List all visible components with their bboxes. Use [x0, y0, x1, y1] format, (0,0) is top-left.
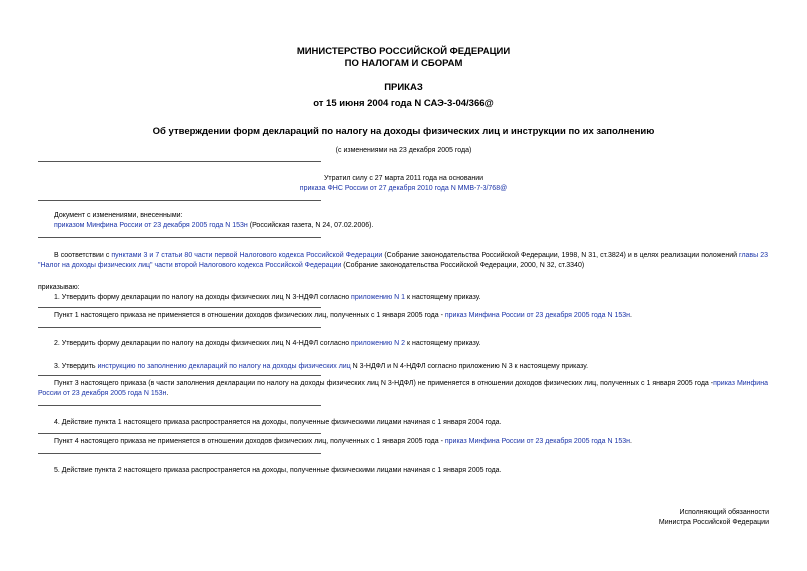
changes-source-text: (Российская газета, N 24, 07.02.2006). [247, 222, 374, 229]
order-item-1 [54, 293, 481, 303]
separator [38, 237, 321, 238]
preamble-paragraph [38, 251, 768, 271]
separator [38, 161, 321, 162]
note-item-1-text: Пункт 1 настоящего приказа не применяется в отношении доходов физических лиц, полученных с 1 января 2005 года - [54, 312, 445, 319]
status-line: Утратил силу с 27 марта 2011 года на основании [323, 175, 484, 182]
order-item-3-end: N 3-НДФЛ и N 4-НДФЛ согласно приложению N 3 к настоящему приказу. [350, 363, 589, 370]
separator [38, 375, 321, 376]
note-item-3-link[interactable]: приказ Минфина России от 23 декабря 2005 года N 153н [38, 380, 768, 397]
tax-code-part1-link[interactable]: пунктами 3 и 7 статьи 80 части первой Налогового кодекса Российской Федерации [111, 252, 383, 259]
changes-source-line [54, 221, 373, 231]
amendment-order-link[interactable]: приказом Минфина России от 23 декабря 2005 года N 153н [54, 222, 248, 229]
note-item-4-text: Пункт 4 настоящего приказа не применяется в отношении доходов физических лиц, полученных с 1 января 2005 года - [54, 438, 445, 445]
ministry-name-line2: ПО НАЛОГАМ И СБОРАМ [344, 58, 463, 69]
order-item-4: 4. Действие пункта 1 настоящего приказа распространяется на доходы, полученные физическими лицами начиная с 1 января 2004 года. [54, 419, 502, 426]
order-item-1-text: 1. Утвердить форму декларации по налогу на доходы физических лиц N 3-НДФЛ согласно [54, 294, 352, 301]
separator [38, 433, 321, 434]
order-item-1-end: к настоящему приказу. [405, 294, 481, 301]
document-date-number: от 15 июня 2004 года N САЭ-3-04/366@ [313, 98, 494, 109]
separator [38, 327, 321, 328]
order-item-5: 5. Действие пункта 2 настоящего приказа распространяется на доходы, полученные физическими лицами начиная с 1 января 2005 года. [54, 467, 502, 474]
note-item-3-text: Пункт 3 настоящего приказа (в части заполнения декларации по налогу на доходы физических лиц N 3-НДФЛ) не применяется в отношении доходов физических лиц, полученных с 1 января 2005 года - [54, 380, 714, 387]
orders-label: приказываю: [38, 284, 80, 291]
changes-note: (с изменениями на 23 декабря 2005 года) [335, 147, 472, 154]
separator [38, 405, 321, 406]
signature-title-line1: Исполняющий обязанности [679, 509, 769, 516]
order-item-3-text: 3. Утвердить [54, 363, 98, 370]
note-item-3 [38, 379, 768, 399]
order-item-2 [54, 339, 481, 349]
signature-title-line2: Министра Российской Федерации [658, 519, 769, 526]
note-item-4-link[interactable]: приказ Минфина России от 23 декабря 2005 года N 153н [444, 438, 631, 445]
order-item-3 [54, 362, 588, 372]
order-item-2-text: 2. Утвердить форму декларации по налогу на доходы физических лиц N 4-НДФЛ согласно [54, 340, 352, 347]
separator [38, 307, 321, 308]
note-item-4-end: . [630, 438, 632, 445]
note-item-1-link[interactable]: приказ Минфина России от 23 декабря 2005 года N 153н [444, 312, 631, 319]
appendix-1-link[interactable]: приложению N 1 [351, 294, 406, 301]
document-type: ПРИКАЗ [384, 82, 423, 93]
note-item-3-end: . [166, 390, 169, 397]
separator [38, 200, 321, 201]
ministry-name-line1: МИНИСТЕРСТВО РОССИЙСКОЙ ФЕДЕРАЦИИ [296, 46, 511, 57]
changes-label: Документ с изменениями, внесенными: [54, 212, 183, 219]
preamble-text-1: В соответствии с [54, 252, 112, 259]
instruction-link[interactable]: инструкцию по заполнению деклараций по налогу на доходы физических лиц [97, 363, 351, 370]
separator [38, 453, 321, 454]
note-item-4 [54, 437, 632, 447]
preamble-text-2: (Собрание законодательства Российской Федерации, 1998, N 31, ст.3824) и в целях реализации положений [382, 252, 740, 259]
tax-code-chapter23-link[interactable]: главы 23 "Налог на доходы физических лиц" части второй Налогового кодекса Российской Федерации [38, 252, 768, 269]
document-title: Об утверждении форм деклараций по налогу на доходы физических лиц и инструкции по их заполнению [152, 126, 655, 137]
preamble-text-3: (Собрание законодательства Российской Федерации, 2000, N 32, ст.3340) [341, 262, 585, 269]
status-repeal-link[interactable]: приказа ФНС России от 27 декабря 2010 года N ММВ-7-3/768@ [299, 185, 508, 192]
order-item-2-end: к настоящему приказу. [405, 340, 481, 347]
note-item-1-end: . [630, 312, 632, 319]
appendix-2-link[interactable]: приложению N 2 [351, 340, 406, 347]
note-item-1 [54, 311, 632, 321]
